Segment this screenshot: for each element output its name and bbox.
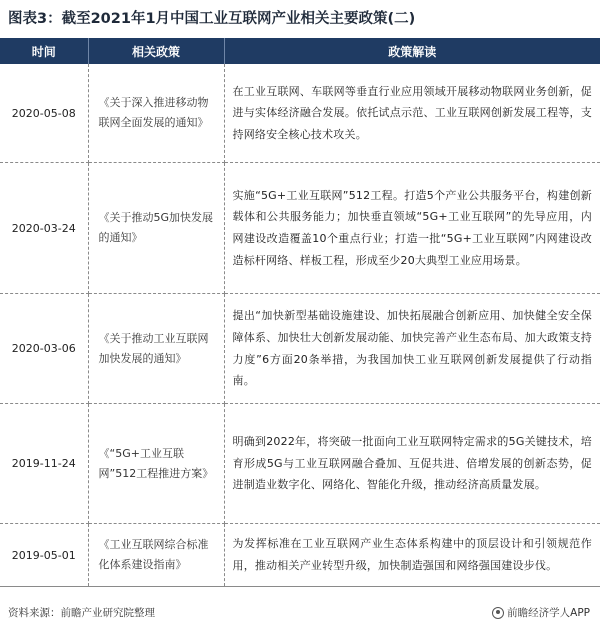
row-desc: 明确到2022年，将突破一批面向工业互联网特定需求的5G关键技术，培育形成5G与工业互联网融合叠加、互促共进、倍增发展的创新态势，促进制造业数字化、网络化、智能化升级，推动经济高质量发展。 xyxy=(224,404,600,524)
row-date: 2020-03-06 xyxy=(0,294,88,404)
table-row xyxy=(0,64,600,163)
row-policy: 《关于深入推进移动物联网全面发展的通知》 xyxy=(88,64,224,163)
row-desc: 为发挥标准在工业互联网产业生态体系构建中的顶层设计和引领规范作用，推动相关产业转型升级，加快制造强国和网络强国建设步伐。 xyxy=(224,524,600,587)
row-desc: 在工业互联网、车联网等垂直行业应用领域开展移动物联网业务创新，促进与实体经济融合发展。依托试点示范、工业互联网创新发展工程等，支持网络安全核心技术攻关。 xyxy=(224,64,600,163)
footer xyxy=(0,603,600,623)
brand-logo-icon xyxy=(492,607,504,619)
header-interpretation: 政策解读 xyxy=(224,38,600,64)
row-policy: 《关于推动5G加快发展的通知》 xyxy=(88,163,224,294)
policy-table xyxy=(0,38,600,587)
source-note: 资料来源：前瞻产业研究院整理 xyxy=(8,607,155,619)
row-policy: 《“5G+工业互联网”512工程推进方案》 xyxy=(88,404,224,524)
page-title: 图表3：截至2021年1月中国工业互联网产业相关主要政策(二) xyxy=(8,11,416,27)
header-policy: 相关政策 xyxy=(88,38,224,64)
row-desc: 实施“5G+工业互联网”512工程。打造5个产业公共服务平台，构建创新载体和公共服务能力；加快垂直领域“5G+工业互联网”的先导应用，内网建设改造覆盖10个重点行业；打造一批“5G+工业互联网”内网建设改造标杆网络、样板工程，形成至少20大典型工业应用场景。 xyxy=(224,163,600,294)
table-row xyxy=(0,294,600,404)
row-date: 2019-11-24 xyxy=(0,404,88,524)
row-policy: 《关于推动工业互联网加快发展的通知》 xyxy=(88,294,224,404)
table-row xyxy=(0,163,600,294)
header-time: 时间 xyxy=(0,38,88,64)
table-row xyxy=(0,524,600,587)
row-date: 2019-05-01 xyxy=(0,524,88,587)
brand-label: 前瞻经济学人APP xyxy=(507,607,590,619)
table-row xyxy=(0,404,600,524)
row-policy: 《工业互联网综合标准化体系建设指南》 xyxy=(88,524,224,587)
row-date: 2020-05-08 xyxy=(0,64,88,163)
table-header-row xyxy=(0,38,600,64)
row-date: 2020-03-24 xyxy=(0,163,88,294)
row-desc: 提出“加快新型基础设施建设、加快拓展融合创新应用、加快健全安全保障体系、加快壮大创新发展动能、加快完善产业生态布局、加大政策支持力度”6方面20条举措，为我国加快工业互联网创新发展提供了行动指南。 xyxy=(224,294,600,404)
brand-credit xyxy=(492,605,590,620)
